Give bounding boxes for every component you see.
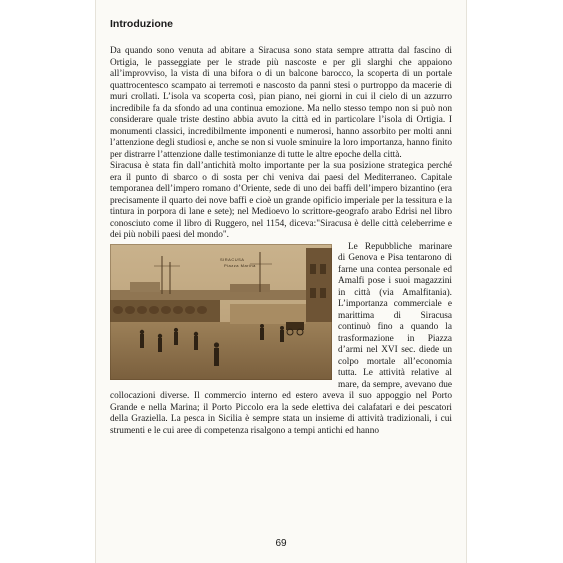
historic-harbor-photo — [110, 244, 332, 380]
paragraph-history: Siracusa è stata fin dall’antichità molto importante per la sua posizione strategica perché era il punto di sbarco o di sosta per chi veniva dai paesi del Mediterraneo. Capitale temporanea dell’impero romano d’Oriente, sede di uno dei baffi dell’impero bizantino (era precisamente il quarto dei nove baffi e cioè un grande opificio imperiale per la tessitura e la tintura in porpora di lane e sete); nel Medioevo lo scrittore-geografo arabo Edrisi nel libro conosciuto come il libro di Ruggero, nel 1154, diceva:"Siracusa è delle città celeberrime e dei più nobili paesi del mondo". — [110, 161, 452, 240]
photo-subcaption: Piazza Marina — [224, 262, 256, 268]
book-page — [96, 0, 466, 563]
section-heading: Introduzione — [110, 18, 173, 30]
page-content — [110, 18, 452, 437]
photo-caption: SIRACUSA — [220, 256, 245, 262]
paragraph-maritime-text: Le Repubbliche marinare di Genova e Pisa tentarono di farne una contea personale ed Amalfi pose i suoi magazzini in città (via Amalfitania). L’importanza commerciale e marittima di Siracusa continuò fino a quando la trasformazione in Piazza d’armi nel XVI sec. diede un colpo mortale all’economia tutta. Le attività relative al mare, da sempre, avevano due collocazioni diverse. Il commercio interno ed estero aveva il suo appoggio nel Porto Grande e nella Marina; il Porto Piccolo era la sede elettiva dei calafatari e dei pescatori della Graziella. La pesca in Sicilia è sempre stata un insieme di attività tradizionali, i cui strumenti e le cui aree di competenza risalgono a tempi antichi ed hanno — [110, 241, 452, 436]
page-number: 69 — [275, 538, 287, 549]
paragraph-maritime — [110, 242, 452, 438]
paragraph-intro: Da quando sono venuta ad abitare a Siracusa sono stata sempre attratta dal fascino di Ortigia, le passeggiate per le strade più nascoste e per gli slarghi che appaiono all’improvviso, la vista di una bifora o di un balcone barocco, la scoperta di un portale quattrocentesco scampato ai terremoti e nascosto da panni stesi o purtroppo da macerie di muri crollati. L’isola va scoperta così, pian piano, nei giorni in cui il cielo di un azzurro incredibile fa da sfondo ad una continua emozione. Ma nello stesso tempo non si può non considerare quale triste destino abbia avuto la città ed in particolare l’isola di Ortigia. I monumenti classici, incredibilmente imponenti e numerosi, hanno assorbito per molti anni l’attenzione degli studiosi e, anche se non si vuole sminuire la loro importanza, hanno finito per distrarre l’attenzione dalle testimonianze di tutte le altre epoche della città. — [110, 46, 452, 160]
